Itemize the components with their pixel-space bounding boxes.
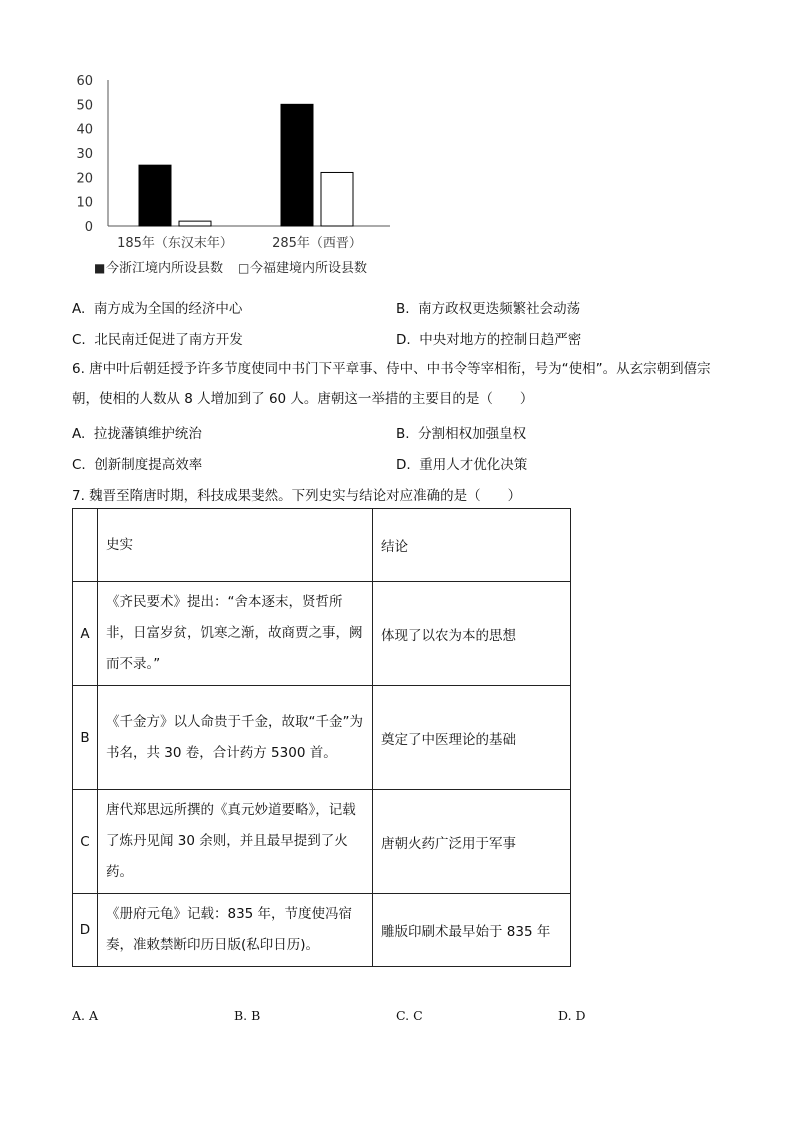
q6-option-b[interactable]	[396, 422, 526, 442]
q5-option-b[interactable]	[396, 297, 580, 317]
y-tick-label: 60	[76, 74, 93, 89]
fact-cell: 唐代郑思远所撰的《真元妙道要略》，记载了炼丹见闻 30 余则，并且最早提到了火药。	[98, 790, 373, 894]
q7-answer-d[interactable]: D. D	[558, 1008, 586, 1023]
bars	[139, 104, 353, 226]
q6-option-c[interactable]	[72, 453, 202, 473]
y-tick-label: 30	[76, 147, 93, 162]
option-text: 南方政权更迭频繁社会动荡	[418, 301, 581, 317]
conclusion-cell: 雕版印刷术最早始于 835 年	[373, 894, 571, 967]
conclusion-cell: 奠定了中医理论的基础	[373, 686, 571, 790]
option-text: 分割相权加强皇权	[418, 426, 527, 442]
y-tick-label: 10	[76, 195, 93, 211]
row-label: D	[73, 894, 98, 967]
x-tick-label: 185年（东汉末年）	[117, 236, 233, 251]
y-tick-label: 20	[76, 171, 93, 187]
option-label: A.	[72, 426, 86, 442]
row-label: C	[73, 790, 98, 894]
y-tick-label: 50	[76, 98, 93, 114]
table-row	[73, 582, 571, 686]
q7-answer-c[interactable]: C. C	[396, 1008, 423, 1023]
option-label: A.	[72, 301, 86, 317]
q6-option-d[interactable]	[396, 453, 527, 473]
bar	[281, 104, 313, 226]
table-header-cell	[73, 509, 98, 582]
q6-stem: 6. 唐中叶后朝廷授予许多节度使同中书门下平章事、侍中、中书令等宰相衔，号为“使相”。从玄宗朝到僖宗朝，使相的人数从 8 人增加到了 60 人。唐朝这一举措的主要目的是（ ）	[72, 361, 711, 407]
fact-cell: 《册府元龟》记载：835 年，节度使冯宿奏，准敕禁断印历日版(私印日历)。	[98, 894, 373, 967]
legend-label: 今浙江境内所设县数	[106, 261, 224, 276]
table-header-cell: 结论	[373, 509, 571, 582]
option-label: C.	[72, 457, 86, 473]
bar	[139, 165, 171, 226]
q5-option-a[interactable]	[72, 297, 242, 317]
x-axis-labels	[117, 235, 362, 251]
option-label: D.	[396, 332, 411, 348]
option-text: 拉拢藩镇维护统治	[93, 426, 202, 442]
table-row	[73, 686, 571, 790]
q5-option-d[interactable]	[396, 328, 581, 348]
q7-stem: 7. 魏晋至隋唐时期，科技成果斐然。下列史实与结论对应准确的是（ ）	[72, 488, 522, 504]
legend-marker: ■	[94, 261, 106, 275]
q7-answer-a[interactable]: A. A	[72, 1008, 99, 1023]
legend	[94, 260, 367, 276]
legend-marker: □	[238, 261, 250, 275]
table-row	[73, 894, 571, 967]
option-text: 重用人才优化决策	[419, 457, 528, 473]
option-text: 中央对地方的控制日趋严密	[419, 332, 582, 348]
legend-label: 今福建境内所设县数	[250, 261, 368, 276]
option-text: 创新制度提高效率	[94, 457, 203, 473]
county-count-bar-chart	[60, 66, 400, 286]
table-header-cell: 史实	[98, 509, 373, 582]
fact-cell: 《齐民要术》提出：“舍本逐末，贤哲所非，日富岁贫，饥寒之渐，故商贾之事，阙而不录。”	[98, 582, 373, 686]
row-label: B	[73, 686, 98, 790]
table-row	[73, 790, 571, 894]
y-tick-label: 0	[84, 220, 93, 235]
q6-option-a[interactable]	[72, 422, 202, 442]
bar	[179, 221, 211, 226]
y-axis-ticks	[76, 74, 93, 235]
x-tick-label: 285年（西晋）	[272, 236, 362, 251]
q5-option-c[interactable]	[72, 328, 243, 348]
row-label: A	[73, 582, 98, 686]
option-label: C.	[72, 332, 86, 348]
option-label: D.	[396, 457, 411, 473]
y-tick-label: 40	[76, 122, 93, 138]
option-text: 南方成为全国的经济中心	[93, 301, 243, 317]
history-fact-table	[72, 508, 571, 967]
conclusion-cell: 唐朝火药广泛用于军事	[373, 790, 571, 894]
conclusion-cell: 体现了以农为本的思想	[373, 582, 571, 686]
table-header-row	[73, 509, 571, 582]
fact-cell: 《千金方》以人命贵于千金，故取“千金”为书名，共 30 卷，合计药方 5300 首。	[98, 686, 373, 790]
option-text: 北民南迁促进了南方开发	[94, 332, 243, 348]
option-label: B.	[396, 301, 410, 317]
q7-answer-b[interactable]: B. B	[234, 1008, 261, 1023]
option-label: B.	[396, 426, 410, 442]
bar	[321, 172, 353, 226]
